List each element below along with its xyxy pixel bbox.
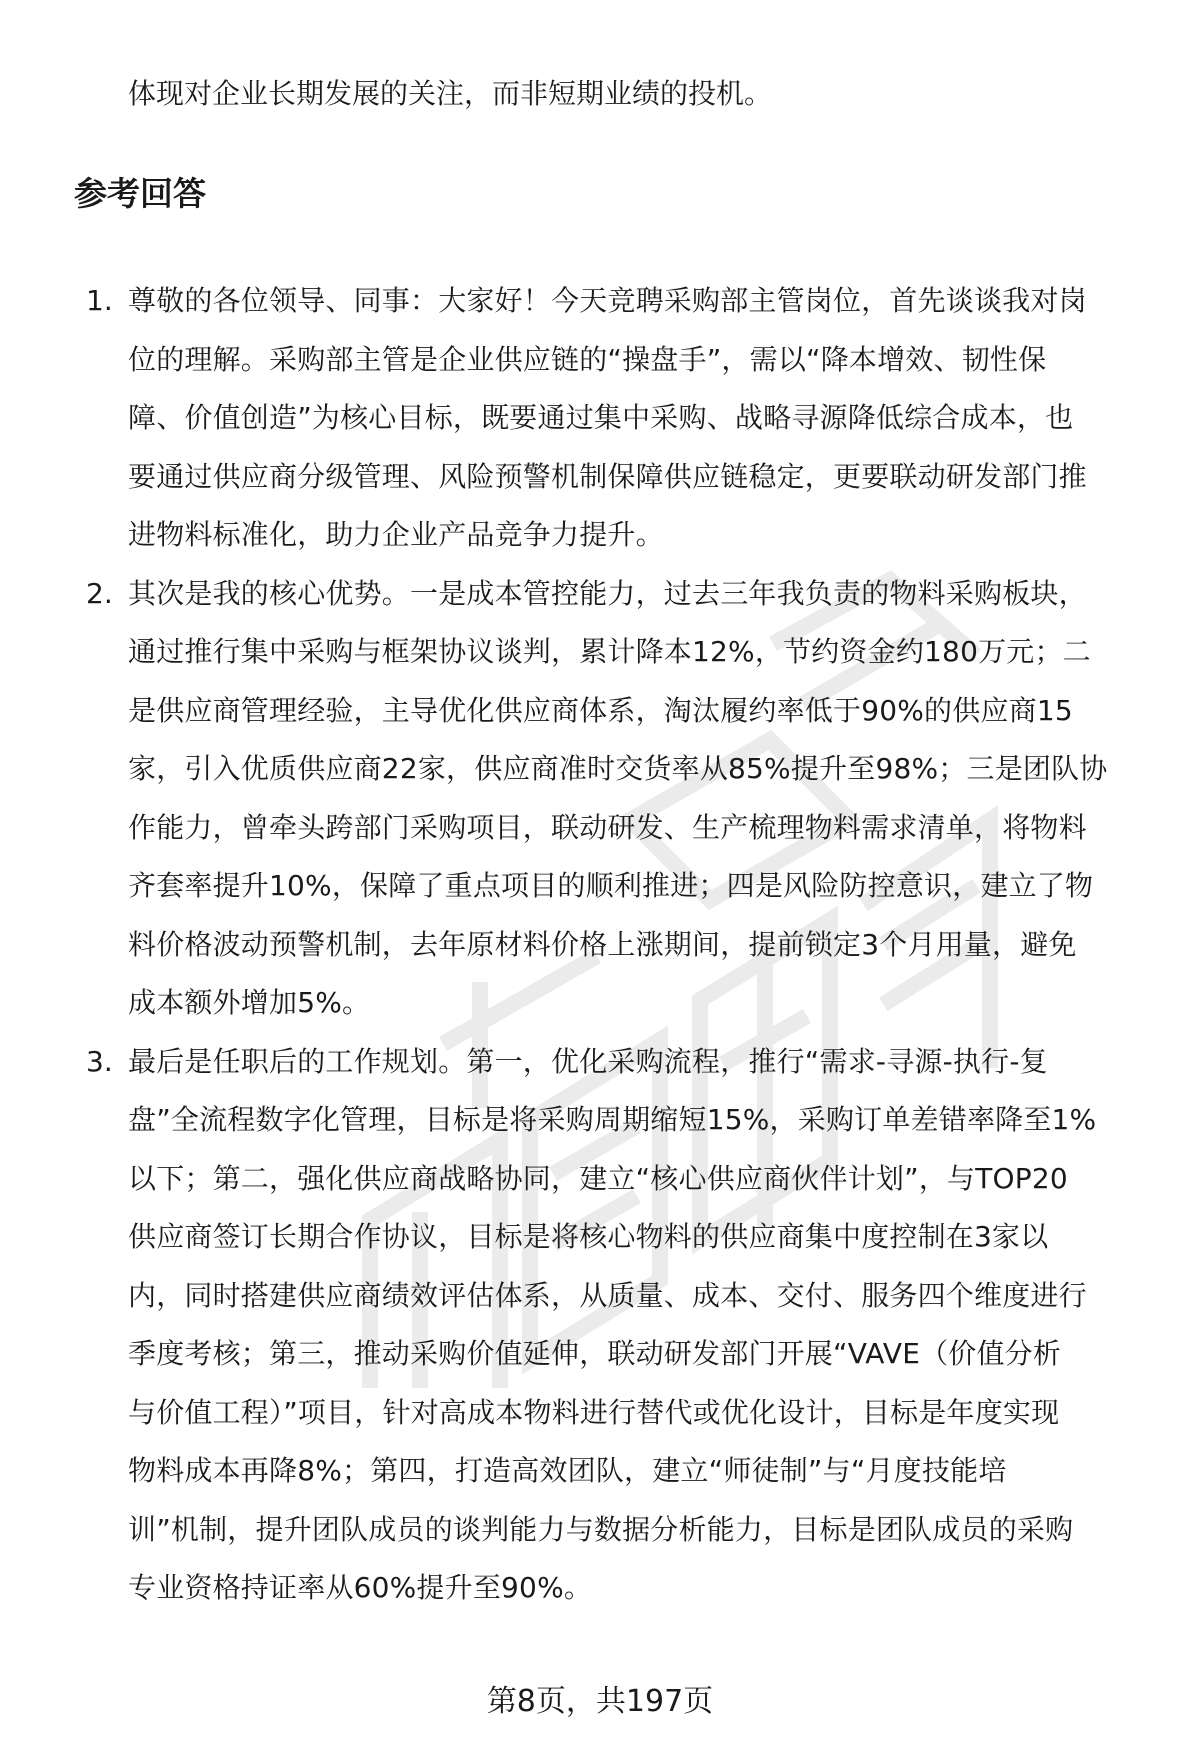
answer-item	[0, 565, 1200, 1033]
answer-text-line: 进物料标准化，助力企业产品竞争力提升。	[128, 518, 664, 551]
answer-list	[0, 272, 1200, 1618]
answer-text-line: 是供应商管理经验，主导优化供应商体系，淘汰履约率低于90%的供应商15	[128, 693, 1073, 727]
answer-text-line: 障、价值创造”为核心目标，既要通过集中采购、战略寻源降低综合成本，也	[128, 401, 1074, 434]
answer-text-line: 尊敬的各位领导、同事：大家好！今天竞聘采购部主管岗位，首先谈谈我对岗	[128, 284, 1087, 317]
answer-text-line: 位的理解。采购部主管是企业供应链的“操盘手”，需以“降本增效、韧性保	[128, 342, 1047, 376]
answer-text-line: 最后是任职后的工作规划。第一，优化采购流程，推行“需求-寻源-执行-复	[128, 1044, 1048, 1078]
answer-text-line: 要通过供应商分级管理、风险预警机制保障供应链稳定，更要联动研发部门推	[128, 459, 1087, 493]
page-number-footer: 第8页，共197页	[486, 1684, 714, 1719]
answer-text-line: 物料成本再降8%；第四，打造高效团队，建立“师徒制”与“月度技能培	[128, 1454, 1007, 1487]
answer-text-line: 通过推行集中采购与框架协议谈判，累计降本12%，节约资金约180万元；二	[128, 635, 1091, 668]
lead-paragraph-line: 体现对企业长期发展的关注，而非短期业绩的投机。	[128, 77, 773, 110]
answer-text-line: 作能力，曾牵头跨部门采购项目，联动研发、生产梳理物料需求清单，将物料	[128, 810, 1087, 844]
answer-item-text	[128, 272, 1200, 565]
answer-text-line: 供应商签订长期合作协议，目标是将核心物料的供应商集中度控制在3家以	[128, 1220, 1049, 1253]
answer-item-text	[128, 1033, 1200, 1618]
answer-text-line: 成本额外增加5%。	[128, 986, 371, 1019]
answer-text-line: 季度考核；第三，推动采购价值延伸，联动研发部门开展“VAVE（价值分析	[128, 1337, 1062, 1370]
answer-text-line: 内，同时搭建供应商绩效评估体系，从质量、成本、交付、服务四个维度进行	[128, 1278, 1087, 1312]
answer-item-text	[128, 565, 1200, 1033]
answer-item-number: 2.	[86, 576, 113, 610]
answer-item-number: 1.	[86, 284, 113, 317]
answer-text-line: 盘”全流程数字化管理，目标是将采购周期缩短15%，采购订单差错率降至1%	[128, 1103, 1097, 1136]
answer-text-line: 训”机制，提升团队成员的谈判能力与数据分析能力，目标是团队成员的采购	[128, 1512, 1074, 1546]
answer-text-line: 家，引入优质供应商22家，供应商准时交货率从85%提升至98%；三是团队协	[128, 752, 1108, 785]
section-heading: 参考回答	[74, 174, 206, 213]
answer-item	[0, 272, 1200, 565]
answer-item-number: 3.	[86, 1044, 113, 1078]
answer-text-line: 与价值工程）”项目，针对高成本物料进行替代或优化设计，目标是年度实现	[128, 1395, 1060, 1429]
answer-text-line: 齐套率提升10%，保障了重点项目的顺利推进；四是风险防控意识，建立了物	[128, 869, 1094, 902]
answer-text-line: 其次是我的核心优势。一是成本管控能力，过去三年我负责的物料采购板块，	[128, 576, 1087, 610]
answer-text-line: 料价格波动预警机制，去年原材料价格上涨期间，提前锁定3个月用量，避免	[128, 927, 1077, 961]
answer-text-line: 以下；第二，强化供应商战略协同，建立“核心供应商伙伴计划”，与TOP20	[128, 1161, 1068, 1195]
answer-text-line: 专业资格持证率从60%提升至90%。	[128, 1571, 593, 1604]
answer-item	[0, 1033, 1200, 1618]
